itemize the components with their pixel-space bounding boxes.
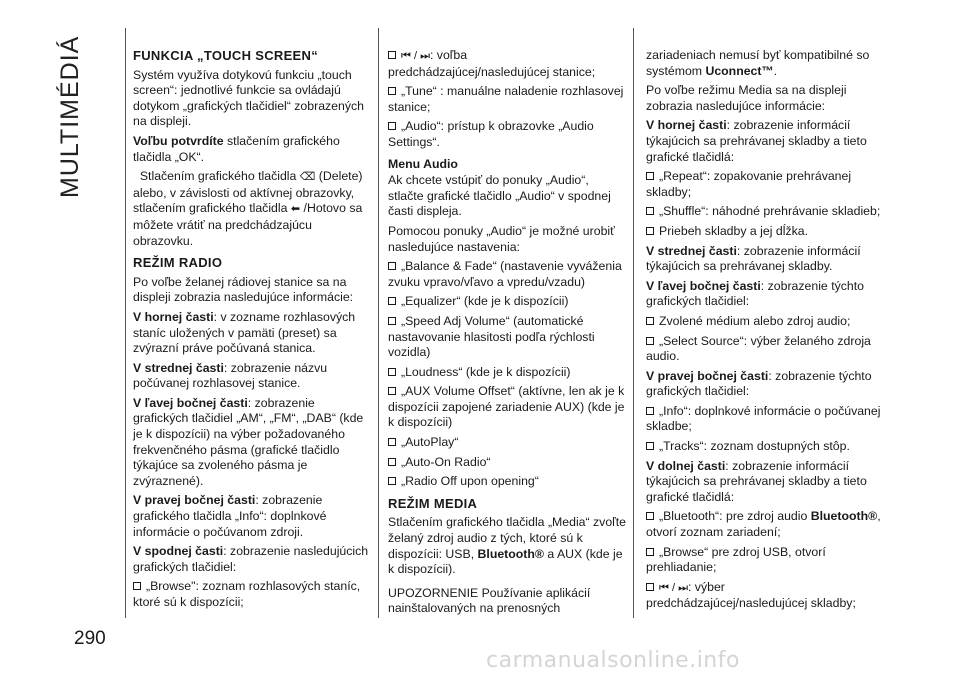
delete-icon: ⌫: [299, 171, 316, 184]
section-title-text: MULTIMÉDIÁ: [56, 35, 84, 198]
list-item: Priebeh skladby a jej dĺžka.: [646, 224, 884, 240]
list-item: „Tune“ : manuálne naladenie rozhlasovej stanice;: [388, 84, 624, 114]
subheading-menu-audio: Menu Audio: [388, 156, 458, 171]
column-divider-2: [633, 28, 634, 618]
bullet-square-icon: [388, 87, 396, 95]
paragraph: V hornej časti: zobrazenie informácií týkajúcich sa prehrávanej skladby a tieto grafické tlačidlá:: [646, 118, 867, 164]
bullet-square-icon: [388, 368, 396, 376]
column-3: [646, 48, 884, 616]
list-item: „Equalizer“ (kde je k dispozícii): [388, 294, 626, 310]
bullet-square-icon: [646, 442, 654, 450]
prev-next-icon: ⏮ / ⏭: [659, 581, 688, 594]
list-item: „Repeat“: zopakovanie prehrávanej skladby;: [646, 169, 852, 199]
list-item: „AutoPlay“: [388, 435, 626, 451]
paragraph: V ľavej bočnej časti: zobrazenie týchto grafických tlačidiel:: [646, 278, 864, 309]
paragraph: V dolnej časti: zobrazenie informácií týkajúcich sa prehrávanej skladby a tieto grafické tlačidlá:: [646, 458, 867, 504]
list-item: „Auto-On Radio“: [388, 455, 626, 471]
list-item: Zvolené médium alebo zdroj audio;: [646, 314, 884, 330]
paragraph: zariadeniach nemusí byť kompatibilné so systémom Uconnect™.: [646, 48, 870, 78]
bullet-square-icon: [133, 582, 141, 590]
back-arrow-icon: ⬅: [290, 203, 301, 216]
column-divider-left: [125, 28, 126, 618]
bullet-square-icon: [646, 407, 654, 415]
list-item: „Browse“ pre zdroj USB, otvorí prehliadanie;: [646, 544, 826, 575]
list-item: „AUX Volume Offset“ (aktívne, len ak je k dispozícii zapojené zariadenie AUX) (kde je k dispozícii): [388, 384, 625, 430]
bullet-square-icon: [646, 172, 654, 180]
paragraph: V hornej časti: v zozname rozhlasových staníc uložených v pamäti (preset) sa zvýrazní práve počúvaná stanica.: [133, 309, 356, 356]
list-item: „Info“: doplnkové informácie o počúvanej skladbe;: [646, 403, 881, 434]
bullet-square-icon: [388, 458, 396, 466]
heading-media: REŽIM MEDIA: [388, 495, 478, 511]
page-number: 290: [74, 628, 106, 649]
bullet-square-icon: [646, 207, 654, 215]
bullet-square-icon: [388, 317, 396, 325]
paragraph: Po voľbe želanej rádiovej stanice sa na displeji zobrazia nasledujúce informácie:: [133, 274, 354, 305]
warning-paragraph: UPOZORNENIE Používanie aplikácií nainštalovaných na prenosných: [388, 585, 591, 616]
section-title-vertical: [56, 35, 116, 248]
paragraph: Pomocou ponuky „Audio“ je možné urobiť nasledujúce nastavenia:: [388, 223, 615, 254]
list-item: „Audio“: prístup k obrazovke „Audio Settings“.: [388, 119, 594, 149]
list-item: „Radio Off upon opening“: [388, 474, 626, 490]
paragraph: V pravej bočnej časti: zobrazenie grafického tlačidla „Info“: doplnkové informácie o počúvanom zdroji.: [133, 493, 327, 539]
list-item: „Bluetooth“: pre zdroj audio Bluetooth®, otvorí zoznam zariadení;: [646, 509, 881, 540]
bullet-square-icon: [388, 51, 396, 59]
paragraph: V pravej bočnej časti: zobrazenie týchto grafických tlačidiel:: [646, 368, 872, 399]
bullet-square-icon: [388, 297, 396, 305]
paragraph: Stlačením grafického tlačidla „Media“ zvoľte želaný zdroj audio z tých, ktoré sú k dispozícii: USB, Bluetooth® a AUX (kde je k dispozícii).: [388, 515, 627, 577]
column-1: [133, 48, 371, 615]
bullet-square-icon: [388, 438, 396, 446]
label-bold: Voľbu potvrdíte: [133, 133, 224, 148]
list-item: „Speed Adj Volume“ (automatické nastavovanie hlasitosti podľa rýchlosti vozidla): [388, 313, 595, 360]
paragraph: Ak chcete vstúpiť do ponuky „Audio“, stlačte grafické tlačidlo „Audio“ v spodnej časti displeja.: [388, 173, 611, 219]
bullet-square-icon: [646, 317, 654, 325]
list-item: „Tracks“: zoznam dostupných stôp.: [646, 439, 884, 455]
list-item: „Balance & Fade“ (nastavenie vyváženia zvuku vpravo/vľavo a vpredu/vzadu): [388, 259, 622, 289]
bullet-square-icon: [388, 262, 396, 270]
paragraph: Stlačením grafického tlačidla ⌫ (Delete) alebo, v závislosti od aktívnej obrazovky, stlačením grafického tlačidla ⬅ /Hotovo sa môžete vrátiť na predchádzajúcu obrazovku.: [133, 169, 363, 248]
watermark: carmanualsonline.info: [486, 648, 740, 673]
paragraph: V strednej časti: zobrazenie názvu počúvanej rozhlasovej stanice.: [133, 360, 328, 391]
list-item: „Select Source“: výber želaného zdroja audio.: [646, 333, 871, 364]
column-2: [388, 48, 626, 621]
column-divider-1: [378, 28, 379, 618]
bullet-square-icon: [646, 337, 654, 345]
paragraph: V spodnej časti: zobrazenie nasledujúcich grafických tlačidiel:: [133, 544, 369, 574]
list-item: ⏮ / ⏭: voľba predchádzajúcej/nasledujúcej stanice;: [388, 48, 596, 79]
bullet-square-icon: [388, 477, 396, 485]
paragraph: Systém využíva dotykovú funkciu „touch screen“: jednotlivé funkcie sa ovládajú dotykom „grafických tlačidiel“ zobrazených na displeji.: [133, 67, 364, 129]
prev-next-icon: ⏮ / ⏭: [401, 50, 430, 62]
paragraph: Po voľbe režimu Media sa na displeji zobrazia nasledujúce informácie:: [646, 83, 847, 113]
bullet-square-icon: [388, 387, 396, 395]
list-item: „Browse": zoznam rozhlasových staníc, ktoré sú k dispozícii;: [133, 579, 361, 609]
list-item: ⏮ / ⏭: výber predchádzajúcej/nasledujúcej skladby;: [646, 579, 856, 611]
bullet-square-icon: [388, 122, 396, 130]
paragraph: Voľbu potvrdíte stlačením grafického tlačidla „OK“.: [133, 133, 340, 164]
list-item: „Shuffle“: náhodné prehrávanie skladieb;: [646, 204, 884, 220]
paragraph: V ľavej bočnej časti: zobrazenie grafických tlačidiel „AM“, „FM“, „DAB“ (kde je k dispozícii) na výber požadovaného frekvenčného pásma (grafické tlačidlo týkajúce sa zvoleného pásma je zvýraznené).: [133, 395, 364, 488]
bullet-square-icon: [646, 548, 654, 556]
bullet-square-icon: [646, 583, 654, 591]
bullet-square-icon: [646, 227, 654, 235]
list-item: „Loudness“ (kde je k dispozícii): [388, 365, 626, 381]
paragraph: V strednej časti: zobrazenie informácií týkajúcich sa prehrávanej skladby.: [646, 243, 861, 274]
heading-touch-screen: FUNKCIA „TOUCH SCREEN“: [133, 48, 318, 63]
heading-radio: REŽIM RADIO: [133, 255, 223, 271]
bullet-square-icon: [646, 512, 654, 520]
